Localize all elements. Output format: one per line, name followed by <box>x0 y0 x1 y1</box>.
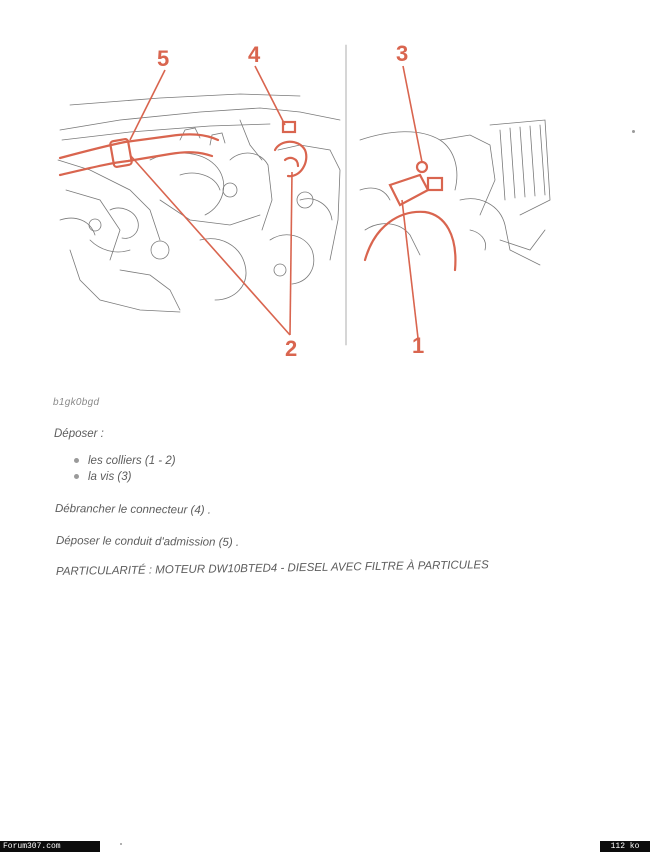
particularite-heading: PARTICULARITÉ : MOTEUR DW10BTED4 - DIESEL AVEC FILTRE À PARTICULES <box>55 559 489 578</box>
highlighted-parts <box>60 122 455 270</box>
footer-file-size: 112 ko <box>600 841 650 852</box>
step-disconnect-connector: Débrancher le connecteur (4) . <box>54 503 212 517</box>
instruction-heading: Déposer : <box>54 428 104 440</box>
list-item-text: la vis (3) <box>88 471 132 483</box>
footer-site-label: Forum307.com <box>0 841 100 852</box>
callout-2: 2 <box>285 336 298 361</box>
bullet-icon <box>74 458 79 463</box>
removal-list <box>60 455 176 487</box>
list-item <box>60 455 176 471</box>
callout-3: 3 <box>396 41 409 66</box>
engine-line-art <box>58 41 550 345</box>
scan-speck <box>120 843 122 845</box>
list-item-text: les colliers (1 - 2) <box>88 455 176 467</box>
callout-5: 5 <box>157 46 170 71</box>
step-remove-intake-duct: Déposer le conduit d'admission (5) . <box>55 535 240 549</box>
engine-illustration <box>0 0 650 380</box>
callout-4: 4 <box>248 42 261 67</box>
scan-speck <box>632 130 635 133</box>
figure-reference: b1gk0bgd <box>53 397 100 408</box>
bullet-icon <box>74 474 79 479</box>
callout-1: 1 <box>412 333 425 358</box>
list-item <box>60 471 176 487</box>
